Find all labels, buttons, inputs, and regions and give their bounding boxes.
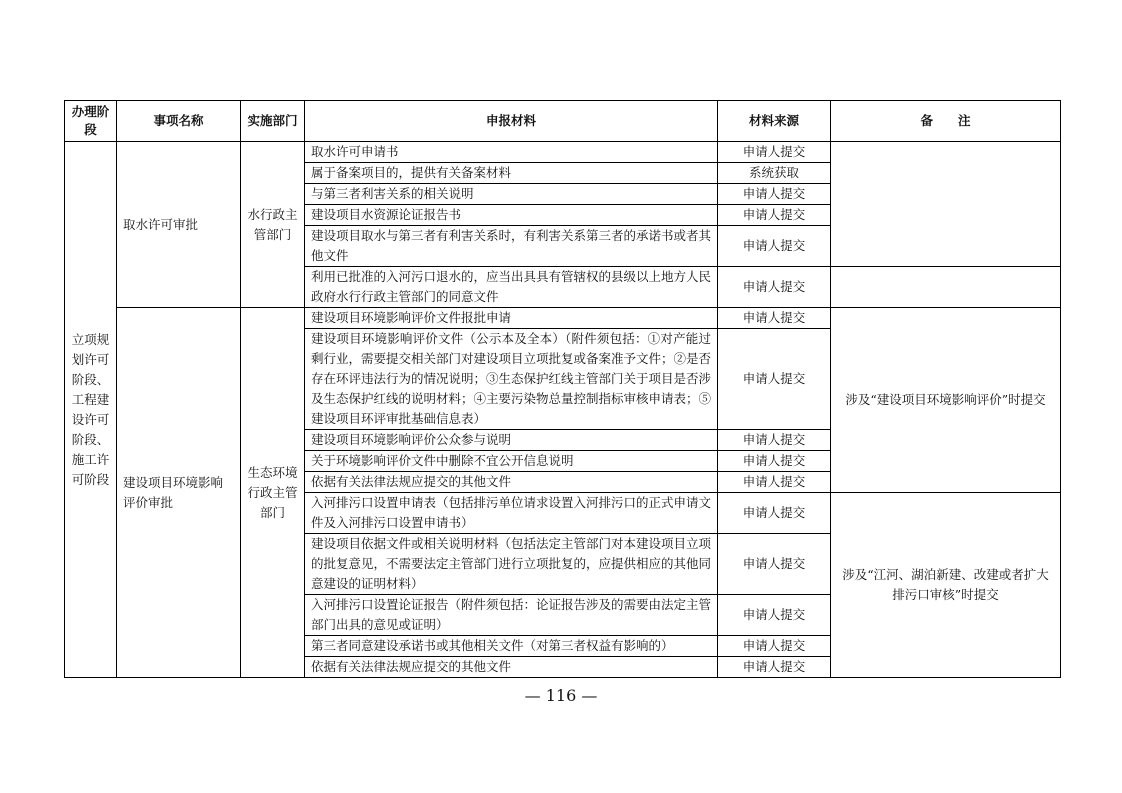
note-outfall: 涉及“江河、湖泊新建、改建或者扩大排污口审核”时提交	[831, 493, 1061, 678]
material-cell: 利用已批准的入河污口退水的，应当出具具有管辖权的县级以上地方人民政府水行行政主管部门的同意文件	[305, 267, 718, 308]
header-item: 事项名称	[117, 101, 241, 142]
phase-cell: 立项规划许可阶段、工程建设许可阶段、施工许可阶段	[65, 142, 117, 678]
source-cell: 申请人提交	[718, 184, 831, 205]
source-cell: 申请人提交	[718, 657, 831, 678]
material-cell: 依据有关法律法规应提交的其他文件	[305, 657, 718, 678]
source-cell: 申请人提交	[718, 226, 831, 267]
material-cell: 建设项目依据文件或相关说明材料（包括法定主管部门对本建设项目立项的批复意见，不需要法定主管部门进行立项批复的，应提供相应的其他同意建设的证明材料）	[305, 534, 718, 595]
material-cell: 建设项目取水与第三者有利害关系时，有利害关系第三者的承诺书或者其他文件	[305, 226, 718, 267]
material-cell: 依据有关法律法规应提交的其他文件	[305, 472, 718, 493]
table-row	[65, 308, 1061, 329]
header-phase: 办理阶段	[65, 101, 117, 142]
material-cell: 建设项目环境影响评价公众参与说明	[305, 430, 718, 451]
note-eia: 涉及“建设项目环境影响评价”时提交	[831, 308, 1061, 493]
table-row	[65, 142, 1061, 163]
material-cell: 取水许可申请书	[305, 142, 718, 163]
dept-cell: 水行政主管部门	[241, 142, 305, 308]
item-cell: 建设项目环境影响评价审批	[117, 308, 241, 678]
material-cell: 建设项目环境影响评价文件（公示本及全本）（附件须包括：①对产能过剩行业，需要提交相关部门对建设项目立项批复或备案准予文件；②是否存在环评违法行为的情况说明；③生态保护红线主管部门关于项目是否涉及生态保护红线的说明材料；④主要污染物总量控制指标审核申请表；⑤建设项目环评审批基础信息表）	[305, 329, 718, 430]
material-cell: 入河排污口设置申请表（包括排污单位请求设置入河排污口的正式申请文件及入河排污口设置申请书）	[305, 493, 718, 534]
material-cell: 入河排污口设置论证报告（附件须包括：论证报告涉及的需要由法定主管部门出具的意见或证明）	[305, 595, 718, 636]
material-cell: 关于环境影响评价文件中删除不宜公开信息说明	[305, 451, 718, 472]
header-materials: 申报材料	[305, 101, 718, 142]
item-cell: 取水许可审批	[117, 142, 241, 308]
source-cell: 系统获取	[718, 163, 831, 184]
source-cell: 申请人提交	[718, 636, 831, 657]
note-cell-empty	[831, 267, 1061, 308]
material-cell: 第三者同意建设承诺书或其他相关文件（对第三者权益有影响的）	[305, 636, 718, 657]
source-cell: 申请人提交	[718, 534, 831, 595]
source-cell: 申请人提交	[718, 595, 831, 636]
note-cell-empty	[831, 142, 1061, 267]
source-cell: 申请人提交	[718, 267, 831, 308]
page-number: — 116 —	[524, 686, 598, 705]
header-dept: 实施部门	[241, 101, 305, 142]
source-cell: 申请人提交	[718, 142, 831, 163]
source-cell: 申请人提交	[718, 430, 831, 451]
materials-table	[64, 100, 1061, 678]
source-cell: 申请人提交	[718, 329, 831, 430]
material-cell: 属于备案项目的，提供有关备案材料	[305, 163, 718, 184]
material-cell: 与第三者利害关系的相关说明	[305, 184, 718, 205]
header-source: 材料来源	[718, 101, 831, 142]
table-header-row	[65, 101, 1061, 142]
source-cell: 申请人提交	[718, 308, 831, 329]
source-cell: 申请人提交	[718, 493, 831, 534]
header-note: 备 注	[831, 101, 1061, 142]
source-cell: 申请人提交	[718, 472, 831, 493]
source-cell: 申请人提交	[718, 451, 831, 472]
source-cell: 申请人提交	[718, 205, 831, 226]
dept-cell: 生态环境行政主管部门	[241, 308, 305, 678]
material-cell: 建设项目环境影响评价文件报批申请	[305, 308, 718, 329]
material-cell: 建设项目水资源论证报告书	[305, 205, 718, 226]
